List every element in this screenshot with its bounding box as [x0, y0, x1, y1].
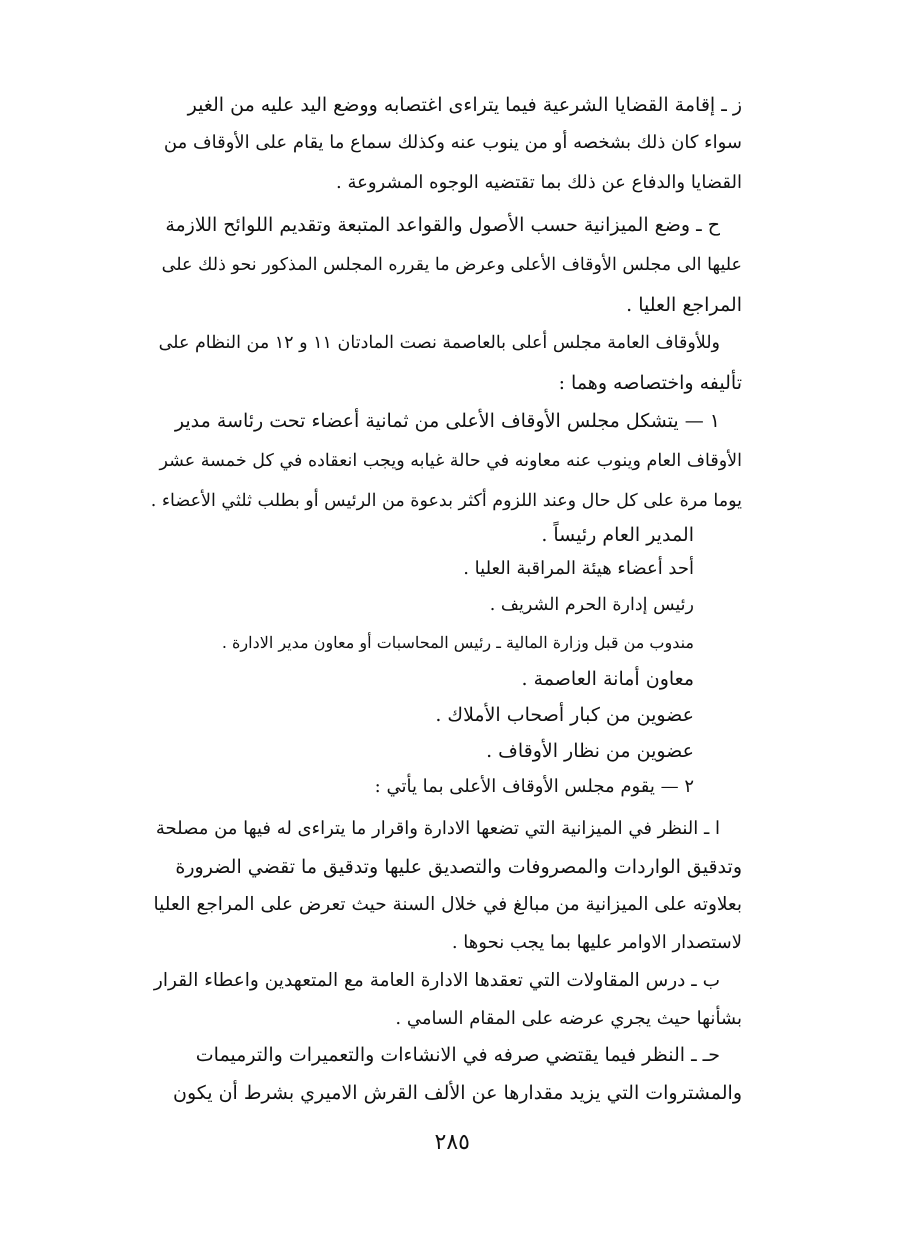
text-line: ح ـ وضع الميزانية حسب الأصول والقواعد المتبعة وتقديم اللوائح اللازمة: [165, 214, 720, 236]
text-line: تأليفه واختصاصه وهما :: [558, 372, 742, 394]
text-line: بشأنها حيث يجري عرضه على المقام السامي .: [395, 1008, 742, 1029]
text-line: عضوين من كبار أصحاب الأملاك .: [435, 704, 694, 726]
text-line: والمشتروات التي يزيد مقدارها عن الألف القرش الاميري بشرط أن يكون: [172, 1082, 742, 1104]
text-line: ز ـ إقامة القضايا الشرعية فيما يتراءى اغتصابه ووضع اليد عليه من الغير: [187, 94, 742, 116]
text-line: ٢ — يقوم مجلس الأوقاف الأعلى بما يأتي :: [374, 776, 694, 797]
text-line: أحد أعضاء هيئة المراقبة العليا .: [463, 558, 694, 579]
text-line: المراجع العليا .: [626, 294, 742, 316]
text-line: حـ ـ النظر فيما يقتضي صرفه في الانشاءات والتعميرات والترميمات: [195, 1044, 720, 1066]
text-line: ١ — يتشكل مجلس الأوقاف الأعلى من ثمانية أعضاء تحت رئاسة مدير: [174, 410, 720, 432]
text-line: يوما مرة على كل حال وعند اللزوم أكثر بدعوة من الرئيس أو بطلب ثلثي الأعضاء .: [150, 491, 742, 511]
text-line: الأوقاف العام وينوب عنه معاونه في حالة غيابه ويجب انعقاده في كل خمسة عشر: [159, 451, 742, 471]
text-line: وللأوقاف العامة مجلس أعلى بالعاصمة نصت المادتان ١١ و ١٢ من النظام على: [158, 333, 720, 353]
text-line: وتدقيق الواردات والمصروفات والتصديق عليها وتدقيق ما تقضي الضرورة: [175, 856, 742, 878]
text-line: القضايا والدفاع عن ذلك بما تقتضيه الوجوه المشروعة .: [336, 172, 742, 193]
text-line: المدير العام رئيساً .: [541, 524, 694, 546]
text-line: عضوين من نظار الأوقاف .: [486, 740, 694, 762]
text-line: ب ـ درس المقاولات التي تعقدها الادارة العامة مع المتعهدين واعطاء القرار: [153, 970, 720, 991]
text-line: سواء كان ذلك بشخصه أو من ينوب عنه وكذلك سماع ما يقام على الأوقاف من: [163, 132, 742, 153]
text-line: معاون أمانة العاصمة .: [521, 668, 694, 690]
page-number: ٢٨٥: [434, 1130, 470, 1155]
text-line: ا ـ النظر في الميزانية التي تضعها الادارة واقرار ما يتراءى له فيها من مصلحة: [155, 818, 720, 839]
text-line: لاستصدار الاوامر عليها بما يجب نحوها .: [451, 932, 742, 953]
text-line: مندوب من قبل وزارة المالية ـ رئيس المحاسبات أو معاون مدير الادارة .: [221, 633, 694, 652]
text-line: رئيس إدارة الحرم الشريف .: [489, 595, 694, 615]
text-line: بعلاوته على الميزانية من مبالغ في خلال السنة حيث تعرض على المراجع العليا: [153, 894, 742, 915]
text-line: عليها الى مجلس الأوقاف الأعلى وعرض ما يقرره المجلس المذكور نحو ذلك على: [161, 255, 742, 275]
